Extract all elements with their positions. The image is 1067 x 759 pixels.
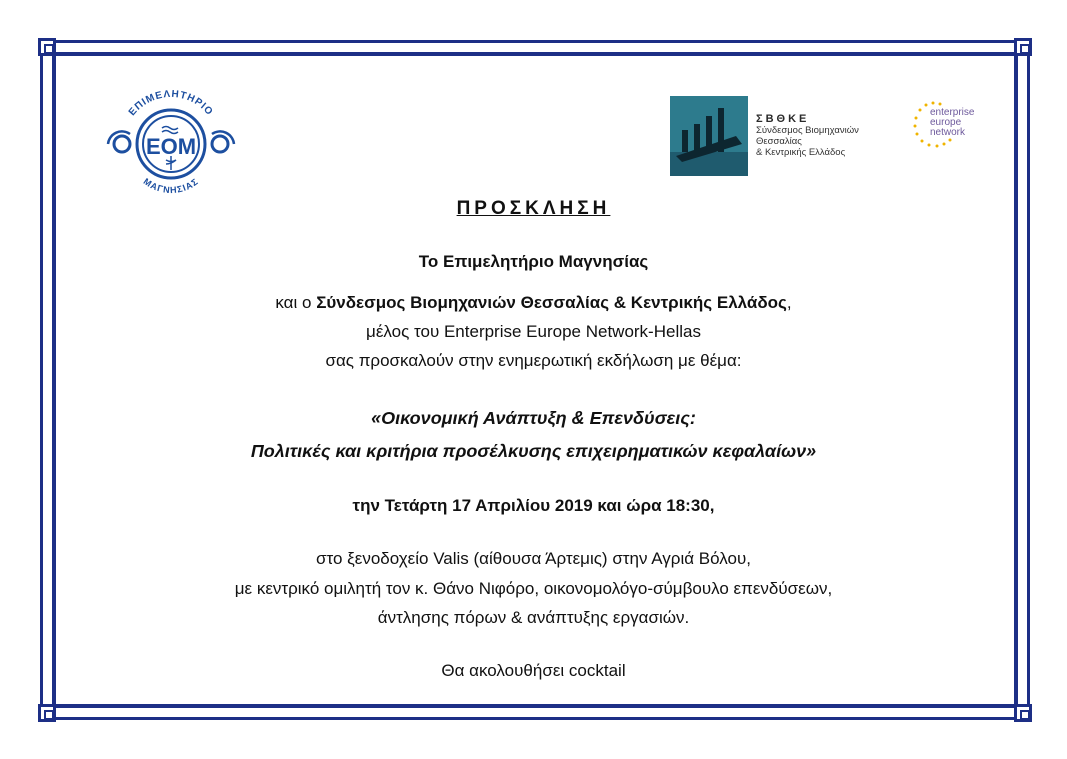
date-line: την Τετάρτη 17 Απριλίου 2019 και ώρα 18:30, (352, 496, 715, 515)
corner-ornament-bottom-right (1014, 704, 1032, 722)
speaker-line-2: άντλησης πόρων & ανάπτυξης εργασιών. (377, 608, 690, 627)
sbbke-logo (670, 96, 866, 176)
venue-line: στο ξενοδοχείο Valis (αίθουσα Άρτεμις) στην Αγριά Βόλου, (316, 549, 751, 568)
sbbke-line-3: & Κεντρικής Ελλάδος (756, 146, 846, 158)
topic-line-2: Πολιτικές και κριτήρια προσέλκυσης επιχειρηματικών κεφαλαίων» (250, 441, 817, 461)
corner-ornament-top-right (1014, 38, 1032, 56)
cohost-line (60, 293, 1007, 313)
een-line-3: network (930, 127, 966, 138)
svg-text:ΕΠΙΜΕΛΗΤΗΡΙΟ (127, 89, 215, 118)
cohost-name: Σύνδεσμος Βιομηχανιών Θεσσαλίας & Κεντρικής Ελλάδος (316, 293, 787, 312)
closing-line: Θα ακολουθήσει cocktail (441, 661, 626, 680)
host-line: Το Επιμελητήριο Μαγνησίας (418, 252, 649, 271)
cohost-suffix: , (786, 293, 792, 312)
sbbke-line-2: Θεσσαλίας (756, 135, 802, 147)
invite-line: σας προσκαλούν στην ενημερωτική εκδήλωση με θέμα: (325, 351, 742, 370)
sbbke-line-1: Σύνδεσμος Βιομηχανιών (756, 124, 859, 136)
chamber-logo-monogram: ΕΟΜ (145, 134, 197, 159)
cohost-prefix: και ο (275, 293, 317, 312)
corner-ornament-bottom-left (38, 704, 56, 722)
topic-line-1: «Οικονομική Ανάπτυξη & Επενδύσεις: (371, 408, 696, 428)
invitation-heading: ΠΡΟΣΚΛΗΣΗ (456, 198, 611, 219)
een-logo (908, 98, 992, 172)
sbbke-title: ΣΒΘΚΕ (756, 113, 810, 126)
een-line-2: europe (930, 117, 962, 128)
speaker-line: με κεντρικό ομιλητή τον κ. Θάνο Νιφόρο, οικονομολόγο-σύμβουλο επενδύσεων, (234, 579, 833, 598)
een-line-1: enterprise (930, 107, 975, 118)
corner-ornament-top-left (38, 38, 56, 56)
chamber-logo (102, 78, 240, 206)
chamber-logo-bottom-text: ΜΑΓΝΗΣΙΑΣ (141, 176, 201, 196)
factory-icon (670, 96, 748, 176)
member-line: μέλος του Enterprise Europe Network-Hellas (366, 322, 701, 341)
chamber-logo-top-text: ΕΠΙΜΕΛΗΤΗΡΙΟ (126, 88, 216, 119)
